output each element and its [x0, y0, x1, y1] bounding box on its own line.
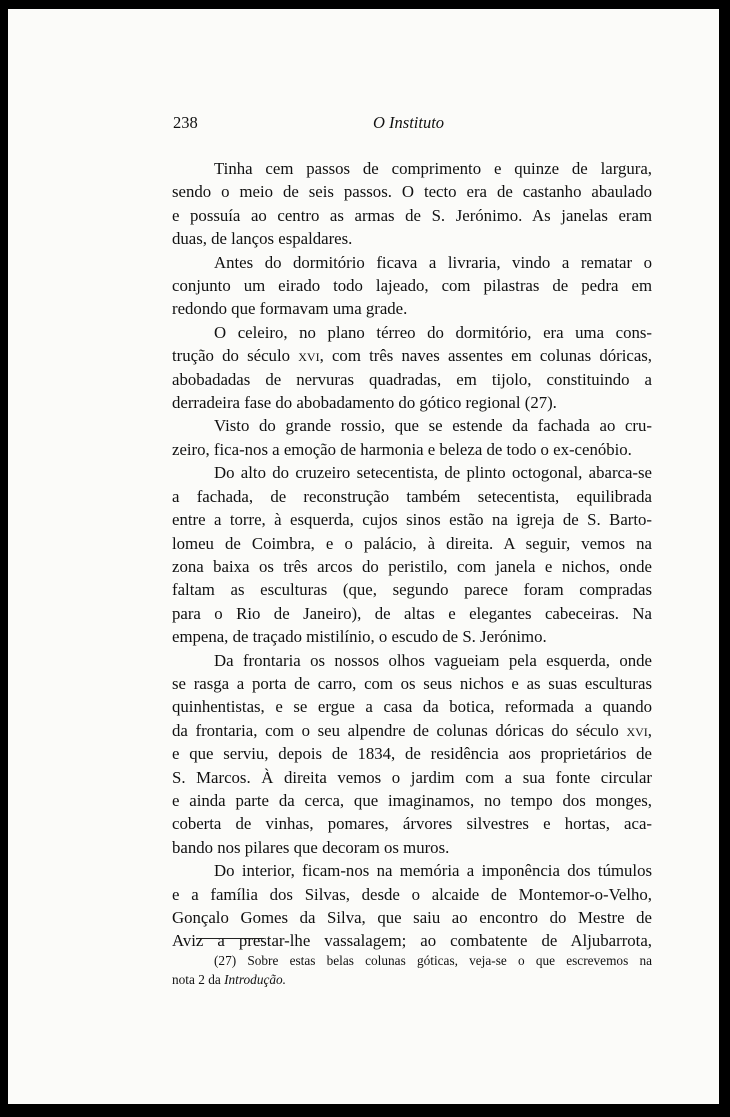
- century-numeral: xvi,: [298, 346, 324, 366]
- paragraph: [172, 321, 652, 415]
- paragraph: [172, 414, 652, 461]
- text-line: entre a torre, à esquerda, cujos sinos estão na igreja de S. Barto-: [172, 510, 652, 530]
- text-line: [172, 719, 652, 742]
- text-line: conjunto um eirado todo lajeado, com pilastras de pedra em: [172, 276, 652, 296]
- text-line: Gonçalo Gomes da Silva, que saiu ao encontro do Mestre de: [172, 908, 652, 927]
- text-line: sendo o meio de seis passos. O tecto era de castanho abaulado: [172, 182, 652, 202]
- book-page: [8, 9, 719, 1104]
- text-line: Visto do grande rossio, que se estende da fachada ao cru-: [214, 416, 652, 436]
- text-line: [172, 344, 652, 367]
- text-line: e ainda parte da cerca, que imaginamos, no tempo dos monges,: [172, 790, 652, 810]
- text-line: Tinha cem passos de comprimento e quinze de largura,: [214, 159, 652, 178]
- page-header: [173, 104, 493, 134]
- text-line: para o Rio de Janeiro), de altas e elegantes cabeceiras. Na: [172, 603, 652, 623]
- footnote-line: (27) Sobre estas belas colunas góticas, veja-se o que escrevemos na: [214, 953, 652, 968]
- text-line: Aviz a prestar-lhe vassalagem; ao combatente de Aljubarrota,: [172, 931, 652, 951]
- text-fragment: com três naves assentes em colunas dóricas,: [331, 346, 652, 366]
- text-line: zeiro, fica-nos a emoção de harmonia e beleza de todo o ex-cenóbio.: [172, 439, 632, 459]
- text-line: S. Marcos. À direita vemos o jardim com a sua fonte circular: [172, 767, 652, 787]
- text-fragment: trução do século: [172, 346, 291, 366]
- footnote: [172, 951, 652, 989]
- footnote-text: nota 2 da: [172, 972, 221, 987]
- text-line: Do alto do cruzeiro setecentista, de plinto octogonal, abarca-se: [214, 463, 652, 483]
- text-line: e possuía ao centro as armas de S. Jerónimo. As janelas eram: [172, 205, 652, 225]
- text-line: a fachada, de reconstrução também setecentista, equilibrada: [172, 486, 652, 506]
- text-line: abobadadas de nervuras quadradas, em tijolo, constituindo a: [172, 369, 652, 389]
- century-numeral: xvi,: [626, 720, 652, 740]
- running-title: O Instituto: [373, 113, 445, 132]
- text-fragment: da frontaria, com o seu alpendre de colunas dóricas do século: [172, 720, 619, 740]
- text-line: coberta de vinhas, pomares, árvores silvestres e hortas, aca-: [172, 814, 652, 834]
- text-line: Do interior, ficam-nos na memória a imponência dos túmulos: [214, 861, 652, 881]
- text-line: zona baixa os três arcos do peristilo, com janela e nichos, onde: [172, 556, 652, 576]
- text-line: e que serviu, depois de 1834, de residência aos proprietários de: [172, 744, 652, 764]
- text-line: duas, de lanços espaldares.: [172, 229, 353, 249]
- text-line: Antes do dormitório ficava a livraria, vindo a rematar o: [214, 252, 652, 272]
- text-line: se rasga a porta de carro, com os seus nichos e as suas esculturas: [172, 673, 652, 693]
- footnote-line: [172, 970, 652, 989]
- paragraph: [172, 649, 652, 860]
- text-line: quinhentistas, e se ergue a casa da botica, reformada a quando: [172, 697, 652, 717]
- text-line: O celeiro, no plano térreo do dormitório, era uma cons-: [214, 322, 652, 342]
- text-line: empena, de traçado mistilínio, o escudo de S. Jerónimo.: [172, 627, 547, 647]
- text-line: derradeira fase do abobadamento do gótico regional (27).: [172, 393, 557, 413]
- text-line: lomeu de Coimbra, e o palácio, à direita. A seguir, vemos na: [172, 533, 652, 553]
- paragraph: [172, 251, 652, 321]
- paragraph: [172, 157, 652, 251]
- text-line: redondo que formavam uma grade.: [172, 299, 408, 319]
- text-line: e a família dos Silvas, desde o alcaide de Montemor-o-Velho,: [172, 884, 652, 904]
- body-text: [172, 157, 652, 953]
- text-line: bando nos pilares que decoram os muros.: [172, 837, 450, 857]
- footnote-reference-title: Introdução.: [224, 972, 286, 987]
- footnote-rule: [196, 938, 264, 939]
- text-line: Da frontaria os nossos olhos vagueiam pela esquerda, onde: [214, 650, 652, 670]
- page-number: 238: [173, 113, 198, 132]
- paragraph: [172, 461, 652, 648]
- text-line: faltam as esculturas (que, segundo parece foram compradas: [172, 580, 652, 600]
